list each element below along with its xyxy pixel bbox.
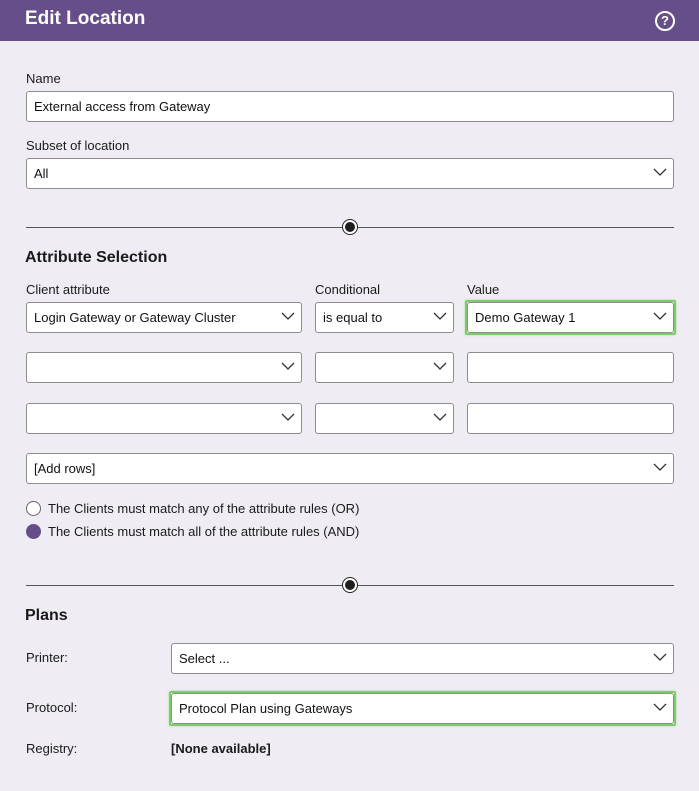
plans-section-title: Plans xyxy=(25,607,68,624)
chevron-down-icon xyxy=(281,362,295,371)
value-select-value: Demo Gateway 1 xyxy=(475,310,576,325)
name-label: Name xyxy=(26,71,61,86)
protocol-label: Protocol: xyxy=(26,700,78,715)
name-input[interactable]: External access from Gateway xyxy=(26,91,674,122)
conditional-select[interactable] xyxy=(315,352,454,383)
conditional-header: Conditional xyxy=(315,282,381,297)
chevron-down-icon xyxy=(433,312,447,321)
subset-select-value: All xyxy=(34,166,49,181)
client-attribute-header: Client attribute xyxy=(26,282,110,297)
value-highlight xyxy=(465,300,676,335)
chevron-down-icon xyxy=(281,413,295,422)
printer-label: Printer: xyxy=(26,650,68,665)
chevron-down-icon xyxy=(281,312,295,321)
help-icon[interactable]: ? xyxy=(655,11,675,31)
chevron-down-icon xyxy=(653,168,667,177)
add-rows-value: [Add rows] xyxy=(34,461,96,476)
dialog-header xyxy=(0,0,699,41)
value-input[interactable] xyxy=(467,403,674,434)
value-header: Value xyxy=(467,282,500,297)
printer-select-value: Select ... xyxy=(179,651,230,666)
subset-label: Subset of location xyxy=(26,138,130,153)
conditional-select[interactable] xyxy=(315,403,454,434)
printer-select[interactable] xyxy=(171,643,674,674)
conditional-value: is equal to xyxy=(323,310,383,325)
chevron-down-icon xyxy=(433,362,447,371)
radio-and-label: The Clients must match all of the attribute rules (AND) xyxy=(48,524,360,539)
divider-handle[interactable] xyxy=(342,219,358,235)
radio-or-label: The Clients must match any of the attribute rules (OR) xyxy=(48,501,360,516)
chevron-down-icon xyxy=(653,653,667,662)
value-input[interactable] xyxy=(467,352,674,383)
attribute-section-title: Attribute Selection xyxy=(25,249,168,266)
client-attribute-select[interactable] xyxy=(26,352,302,383)
client-attribute-select[interactable] xyxy=(26,403,302,434)
radio-or[interactable] xyxy=(26,501,41,516)
protocol-highlight xyxy=(169,691,676,726)
chevron-down-icon xyxy=(433,413,447,422)
chevron-down-icon xyxy=(653,463,667,472)
subset-select[interactable] xyxy=(26,158,674,189)
radio-and[interactable] xyxy=(26,524,41,539)
divider-handle[interactable] xyxy=(342,577,358,593)
dialog-title: Edit Location xyxy=(25,8,146,29)
conditional-select[interactable] xyxy=(315,302,454,333)
client-attribute-value: Login Gateway or Gateway Cluster xyxy=(34,310,236,325)
registry-value: [None available] xyxy=(171,741,271,756)
protocol-select-value: Protocol Plan using Gateways xyxy=(179,701,353,716)
client-attribute-select[interactable] xyxy=(26,302,302,333)
add-rows-select[interactable] xyxy=(26,453,674,484)
registry-label: Registry: xyxy=(26,741,78,756)
